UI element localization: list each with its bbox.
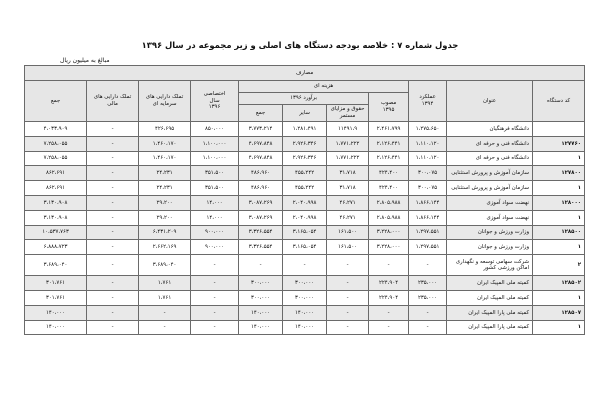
cell-label: دانشگاه فنی و حرفه ای (447, 136, 533, 151)
cell-ekhtesasi: ۹۰۰،۰۰۰ (191, 225, 239, 240)
cell-hoghoogh: - (327, 255, 369, 276)
cell-jam: ۱۴۰،۰۰۰ (239, 320, 283, 335)
cell-jam-kol: ۳،۱۳۰،۹۰۸ (25, 210, 87, 225)
cell-mali: - (87, 151, 139, 166)
cell-mali: - (87, 276, 139, 291)
table-row (25, 210, 585, 225)
header-jam-kol: جمع (25, 81, 87, 122)
cell-mosavab: ۳،۲۲۸،۰۰۰ (369, 225, 409, 240)
header-mosavab-year: ۱۳۹۵ (382, 107, 395, 113)
cell-amalkard: ۲۳۵،۰۰۰ (409, 290, 447, 305)
header-hazineh: هزینه ای (239, 81, 409, 93)
cell-mosavab: ۲،۸۰۵،۹۸۸ (369, 210, 409, 225)
cell-mosavab: ۲،۱۲۶،۴۴۱ (369, 151, 409, 166)
cell-hoghoogh: ۳۱،۷۱۸ (327, 181, 369, 196)
cell-jam: ۴،۶۹۷،۸۴۸ (239, 151, 283, 166)
cell-code: ۱۲۸۰۰۰ (533, 195, 585, 210)
table-title: جدول شماره ۷ : خلاصه بودجه دستگاه های اصلی و زیر مجموعه در سال ۱۳۹۶ (141, 40, 459, 50)
cell-label: وزارت ورزش و جوانان (447, 225, 533, 240)
cell-hoghoogh: ۱،۷۷۱،۲۲۲ (327, 136, 369, 151)
cell-sarmaye: ۲۴،۲۳۱ (139, 166, 191, 181)
cell-amalkard: - (409, 320, 447, 335)
cell-amalkard: ۱،۸۶۶،۱۴۴ (409, 195, 447, 210)
cell-sarmaye: ۳،۶۸۹،۰۴۰ (139, 255, 191, 276)
cell-mali: - (87, 240, 139, 255)
cell-hoghoogh: - (327, 305, 369, 320)
cell-jam: ۱۴۰،۰۰۰ (239, 305, 283, 320)
unit-note: مبالغ به میلیون ریال (60, 57, 110, 64)
cell-label: کمیته ملی پارا المپیک ایران (447, 305, 533, 320)
cell-jam: ۳،۳۲۶،۵۵۴ (239, 240, 283, 255)
cell-amalkard: - (409, 255, 447, 276)
table-row (25, 305, 585, 320)
cell-ekhtesasi: ۹۰۰،۰۰۰ (191, 240, 239, 255)
table-row (25, 240, 585, 255)
cell-mosavab: ۲،۱۲۶،۴۴۱ (369, 136, 409, 151)
cell-jam-kol: ۱۰،۵۳۷،۷۶۳ (25, 225, 87, 240)
cell-code: ۱۲۸۵۰۰ (533, 225, 585, 240)
cell-ekhtesasi: - (191, 255, 239, 276)
cell-mosavab: ۲۲۴،۹۰۴ (369, 276, 409, 291)
header-amalkard-label: عملکرد (419, 94, 436, 101)
cell-amalkard: ۱،۲۹۷،۵۵۱ (409, 240, 447, 255)
cell-jam-kol: ۴،۰۳۳،۹۰۹ (25, 122, 87, 137)
cell-hoghoogh: ۱۱۴۹۱،۹ (327, 122, 369, 137)
cell-jam-kol: ۳،۱۳۰،۹۰۸ (25, 195, 87, 210)
cell-hoghoogh: ۱۶۱،۵۰۰ (327, 225, 369, 240)
cell-label: دانشگاه فنی و حرفه ای (447, 151, 533, 166)
cell-mali: - (87, 136, 139, 151)
cell-jam: ۳،۰۸۷،۲۶۹ (239, 195, 283, 210)
cell-code: ۱ (533, 320, 585, 335)
cell-mali: - (87, 255, 139, 276)
cell-jam-kol: ۱۴۰،۰۰۰ (25, 320, 87, 335)
cell-sayer: ۳۰۰،۰۰۰ (283, 276, 327, 291)
cell-jam: ۳۰۰،۰۰۰ (239, 290, 283, 305)
cell-ekhtesasi: ۸۵۰،۰۰۰ (191, 122, 239, 137)
cell-hoghoogh: ۱۶۱،۵۰۰ (327, 240, 369, 255)
cell-label: کمیته ملی پارا المپیک ایران (447, 320, 533, 335)
cell-code: ۱۲۸۵۰۲ (533, 276, 585, 291)
cell-amalkard: ۱،۱۱۰،۱۲۰ (409, 136, 447, 151)
cell-hoghoogh: - (327, 320, 369, 335)
cell-ekhtesasi: ۱،۱۰۰،۰۰۰ (191, 151, 239, 166)
cell-ekhtesasi: - (191, 290, 239, 305)
cell-mosavab: ۲۲۴،۹۰۴ (369, 290, 409, 305)
cell-ekhtesasi: ۱۴،۰۰۰ (191, 210, 239, 225)
cell-sayer: ۳،۱۶۵،۰۵۴ (283, 240, 327, 255)
header-amalkard-year: ۱۳۹۴ (421, 101, 434, 107)
table-row (25, 195, 585, 210)
cell-code: ۱ (533, 240, 585, 255)
table-row (25, 276, 585, 291)
cell-amalkard: ۱،۱۱۰،۱۲۰ (409, 151, 447, 166)
table-row (25, 166, 585, 181)
cell-sayer: ۲،۹۲۶،۳۴۶ (283, 151, 327, 166)
cell-jam-kol: ۷،۲۵۸،۰۵۵ (25, 151, 87, 166)
cell-jam-kol: ۸۶۲،۶۹۱ (25, 181, 87, 196)
cell-sayer: ۱۴۰،۰۰۰ (283, 305, 327, 320)
cell-jam: ۳۰۰،۰۰۰ (239, 276, 283, 291)
cell-sayer: ۴۵۵،۲۴۲ (283, 166, 327, 181)
table-row (25, 320, 585, 335)
cell-ekhtesasi: - (191, 320, 239, 335)
table-row (25, 181, 585, 196)
cell-mosavab: - (369, 305, 409, 320)
cell-mosavab: ۴۲۴،۴۰۰ (369, 166, 409, 181)
header-mosavab-label: مصوب (380, 100, 397, 107)
table-row (25, 122, 585, 137)
cell-sarmaye: - (139, 305, 191, 320)
cell-sayer: ۴۵۵،۲۴۲ (283, 181, 327, 196)
header-jam: جمع (239, 105, 283, 122)
cell-jam-kol: ۳۰۱،۷۶۱ (25, 276, 87, 291)
cell-code: ۱ (533, 290, 585, 305)
cell-ekhtesasi: ۱،۱۰۰،۰۰۰ (191, 136, 239, 151)
cell-sarmaye: ۱،۷۶۱ (139, 290, 191, 305)
cell-sarmaye: ۱،۷۶۱ (139, 276, 191, 291)
cell-sarmaye: ۲،۶۶۲،۱۶۹ (139, 240, 191, 255)
cell-sayer: ۳۰۰،۰۰۰ (283, 290, 327, 305)
table-header (25, 66, 585, 122)
cell-jam: ۴۸۶،۹۶۰ (239, 181, 283, 196)
cell-jam-kol: ۶،۸۸۸،۷۲۳ (25, 240, 87, 255)
cell-jam: ۴۸۶،۹۶۰ (239, 166, 283, 181)
cell-label: شرکت سهامی توسعه و نگهداری اماکن ورزشی کشور (447, 255, 533, 276)
cell-hoghoogh: ۴۶،۲۷۱ (327, 195, 369, 210)
cell-jam: - (239, 255, 283, 276)
cell-amalkard: ۲۳۵،۰۰۰ (409, 276, 447, 291)
cell-code: ۱۲۷۸۰۰ (533, 166, 585, 181)
cell-hoghoogh: ۱،۷۷۱،۲۲۲ (327, 151, 369, 166)
cell-code: ۱ (533, 151, 585, 166)
cell-amalkard: ۱،۲۹۷،۵۵۱ (409, 225, 447, 240)
cell-label: سازمان آموزش و پرورش استثنایی (447, 166, 533, 181)
table-body (25, 122, 585, 335)
cell-sarmaye: ۱،۴۶۰،۱۷۰ (139, 136, 191, 151)
header-sal-year: ۱۳۹۶ (208, 104, 221, 111)
cell-code: ۱ (533, 210, 585, 225)
cell-ekhtesasi: - (191, 276, 239, 291)
header-sal-label: سال (209, 97, 220, 104)
header-mosavab (369, 93, 409, 122)
table-row (25, 225, 585, 240)
header-tamalok-mali: تملک دارایی های مالی (87, 81, 139, 122)
cell-sarmaye: ۱،۴۶۰،۱۷۰ (139, 151, 191, 166)
cell-mali: - (87, 290, 139, 305)
cell-sarmaye: ۲۹،۲۰۰ (139, 195, 191, 210)
cell-jam: ۴،۶۹۷،۸۴۸ (239, 136, 283, 151)
cell-mosavab: ۴۲۴،۴۰۰ (369, 181, 409, 196)
header-amalkard (409, 81, 447, 122)
table-row (25, 255, 585, 276)
header-baravard: برآورد ۱۳۹۶ (239, 93, 369, 105)
cell-mali: - (87, 225, 139, 240)
cell-mosavab: - (369, 320, 409, 335)
cell-mali: - (87, 210, 139, 225)
cell-label: سازمان آموزش و پرورش استثنایی (447, 181, 533, 196)
cell-mali: - (87, 181, 139, 196)
cell-ekhtesasi: - (191, 305, 239, 320)
header-hoghoogh: حقوق و مزایای مستمر (327, 105, 369, 122)
header-tamalok-sarmaye: تملک دارایی های سرمایه ای (139, 81, 191, 122)
header-ekhtesasi (191, 81, 239, 122)
table-row (25, 290, 585, 305)
cell-sarmaye: ۲۴،۲۳۱ (139, 181, 191, 196)
cell-amalkard: ۱،۸۶۶،۱۴۴ (409, 210, 447, 225)
cell-amalkard: ۳۰۰،۰۷۵ (409, 166, 447, 181)
cell-jam-kol: ۳،۶۸۹،۰۴۰ (25, 255, 87, 276)
cell-sayer: ۱۴۰،۰۰۰ (283, 320, 327, 335)
cell-mali: - (87, 166, 139, 181)
cell-amalkard: - (409, 305, 447, 320)
cell-jam-kol: ۱۴۰،۰۰۰ (25, 305, 87, 320)
cell-mali: - (87, 305, 139, 320)
cell-code: ۲ (533, 255, 585, 276)
cell-sayer: ۲،۰۴۰،۹۹۸ (283, 195, 327, 210)
cell-label: کمیته ملی المپیک ایران (447, 290, 533, 305)
cell-jam-kol: ۷،۲۵۸،۰۵۵ (25, 136, 87, 151)
cell-sarmaye: - (139, 320, 191, 335)
cell-hoghoogh: - (327, 290, 369, 305)
cell-label: نهضت سواد آموزی (447, 195, 533, 210)
budget-table (24, 65, 585, 335)
cell-mali: - (87, 122, 139, 137)
cell-mosavab: - (369, 255, 409, 276)
header-ekhtesasi-label: اختصاصی (203, 90, 226, 97)
cell-sarmaye: ۴۲۶،۶۹۵ (139, 122, 191, 137)
cell-hoghoogh: - (327, 276, 369, 291)
cell-sayer: - (283, 255, 327, 276)
cell-code: ۱۲۷۷۶۰ (533, 136, 585, 151)
cell-mali: - (87, 320, 139, 335)
cell-sarmaye: ۶،۴۳۱،۲۰۹ (139, 225, 191, 240)
cell-sayer: ۳،۱۶۵،۰۵۴ (283, 225, 327, 240)
cell-sayer: ۲،۰۴۰،۹۹۸ (283, 210, 327, 225)
table-row (25, 151, 585, 166)
cell-label: وزارت ورزش و جوانان (447, 240, 533, 255)
cell-jam: ۳،۷۷۳،۲۱۴ (239, 122, 283, 137)
cell-mali: - (87, 195, 139, 210)
cell-sayer: ۲،۹۲۶،۳۴۶ (283, 136, 327, 151)
cell-label: نهضت سواد آموزی (447, 210, 533, 225)
cell-sayer: ۱،۲۸۱،۴۹۱ (283, 122, 327, 137)
header-masaref: مصارف (25, 66, 585, 81)
header-code: کد دستگاه (533, 81, 585, 122)
header-onvan: عنوان (447, 81, 533, 122)
cell-code: ۱ (533, 181, 585, 196)
cell-code (533, 122, 585, 137)
cell-label: کمیته ملی المپیک ایران (447, 276, 533, 291)
cell-amalkard: ۱،۲۷۵،۶۵۰ (409, 122, 447, 137)
cell-code: ۱۲۸۵۰۷ (533, 305, 585, 320)
cell-amalkard: ۳۰۰،۰۷۵ (409, 181, 447, 196)
cell-hoghoogh: ۳۱،۷۱۸ (327, 166, 369, 181)
cell-mosavab: ۲،۸۰۵،۹۸۸ (369, 195, 409, 210)
cell-ekhtesasi: ۳۵۱،۵۰۰ (191, 166, 239, 181)
table-row (25, 136, 585, 151)
cell-ekhtesasi: ۳۵۱،۵۰۰ (191, 181, 239, 196)
cell-jam: ۳،۰۸۷،۲۶۹ (239, 210, 283, 225)
cell-mosavab: ۲،۴۶۱،۷۹۹ (369, 122, 409, 137)
cell-jam-kol: ۸۶۲،۶۹۱ (25, 166, 87, 181)
cell-ekhtesasi: ۱۴،۰۰۰ (191, 195, 239, 210)
cell-jam: ۳،۳۲۶،۵۵۴ (239, 225, 283, 240)
cell-jam-kol: ۳۰۱،۷۶۱ (25, 290, 87, 305)
cell-sarmaye: ۲۹،۲۰۰ (139, 210, 191, 225)
header-sayer: سایر (283, 105, 327, 122)
cell-hoghoogh: ۴۶،۲۷۱ (327, 210, 369, 225)
cell-mosavab: ۳،۲۲۸،۰۰۰ (369, 240, 409, 255)
cell-label: دانشگاه فرهنگیان (447, 122, 533, 137)
